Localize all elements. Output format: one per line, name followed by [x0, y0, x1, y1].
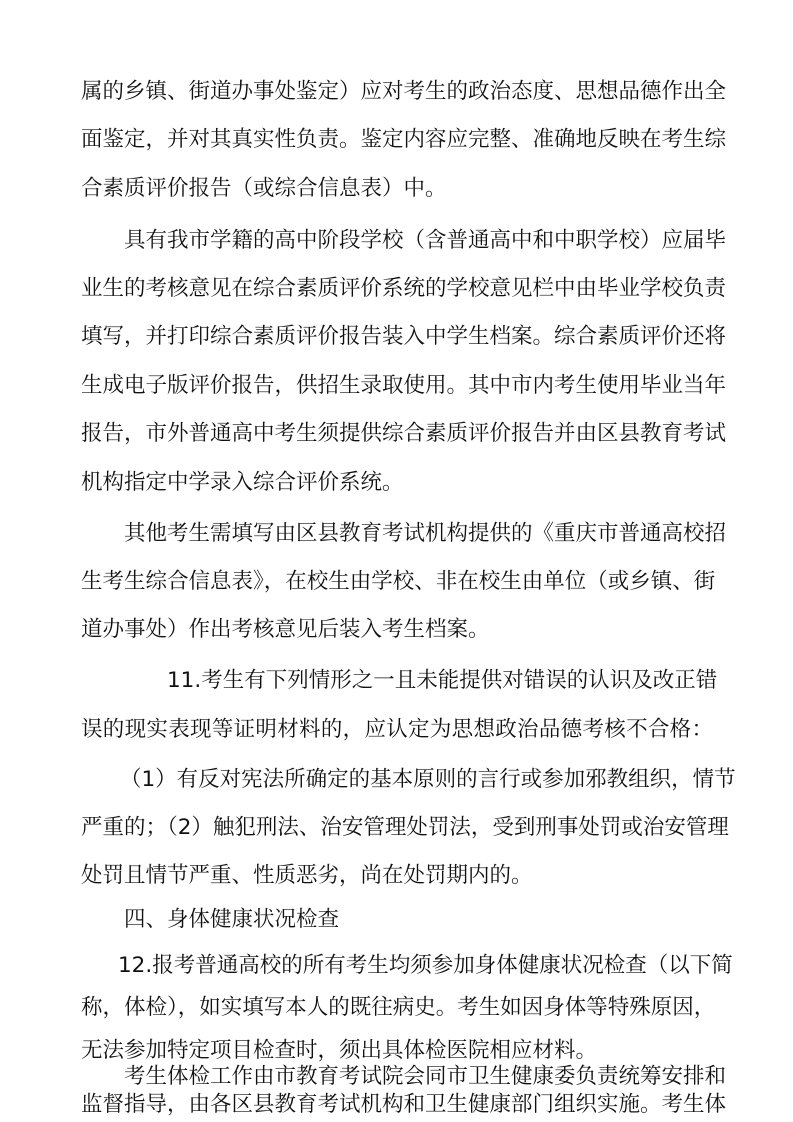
text-line: 道办事处）作出考核意见后装入考生档案。	[81, 617, 490, 642]
text-line: 处罚且情节严重、性质恶劣，尚在处罚期内的。	[81, 863, 533, 888]
text-line: 合素质评价报告（或综合信息表）中。	[81, 176, 447, 201]
text-line: （1）有反对宪法所确定的基本原则的言行或参加邪教组织，情节	[120, 767, 736, 792]
text-line: 无法参加特定项目检查时，须出具体检医院相应材料。	[81, 1038, 598, 1063]
text-line: 填写，并打印综合素质评价报告装入中学生档案。综合素质评价还将	[81, 324, 727, 349]
text-line: 生考生综合信息表》，在校生由学校、非在校生由单位（或乡镇、街	[81, 569, 716, 594]
text-line: 称，体检），如实填写本人的既往病史。考生如因身体等特殊原因，	[81, 995, 716, 1020]
text-line: 11.考生有下列情形之一且未能提供对错误的认识及改正错	[167, 668, 718, 693]
text-line: 监督指导，由各区县教育考试机构和卫生健康部门组织实施。考生体	[81, 1092, 727, 1117]
text-line: 业生的考核意见在综合素质评价系统的学校意见栏中由毕业学校负责	[81, 276, 727, 301]
text-line: 报告，市外普通高中考生须提供综合素质评价报告并由区县教育考试	[81, 421, 727, 446]
text-line: 生成电子版评价报告，供招生录取使用。其中市内考生使用毕业当年	[81, 373, 727, 398]
text-line: 其他考生需填写由区县教育考试机构提供的《重庆市普通高校招	[124, 521, 727, 546]
text-line: 严重的；（2）触犯刑法、治安管理处罚法，受到刑事处罚或治安管理	[81, 815, 729, 840]
text-line: 考生体检工作由市教育考试院会同市卫生健康委负责统筹安排和	[124, 1064, 727, 1089]
text-line: 面鉴定，并对其真实性负责。鉴定内容应完整、准确地反映在考生综	[81, 127, 727, 152]
text-line: 误的现实表现等证明材料的，应认定为思想政治品德考核不合格：	[81, 717, 713, 742]
text-line: 12.报考普通高校的所有考生均须参加身体健康状况检查（以下简	[118, 953, 733, 978]
text-line: 属的乡镇、街道办事处鉴定）应对考生的政治态度、思想品德作出全	[81, 79, 727, 104]
section-heading: 四、身体健康状况检查	[124, 907, 340, 932]
text-line: 机构指定中学录入综合评价系统。	[81, 470, 404, 495]
text-line: 具有我市学籍的高中阶段学校（含普通高中和中职学校）应届毕	[124, 228, 727, 253]
